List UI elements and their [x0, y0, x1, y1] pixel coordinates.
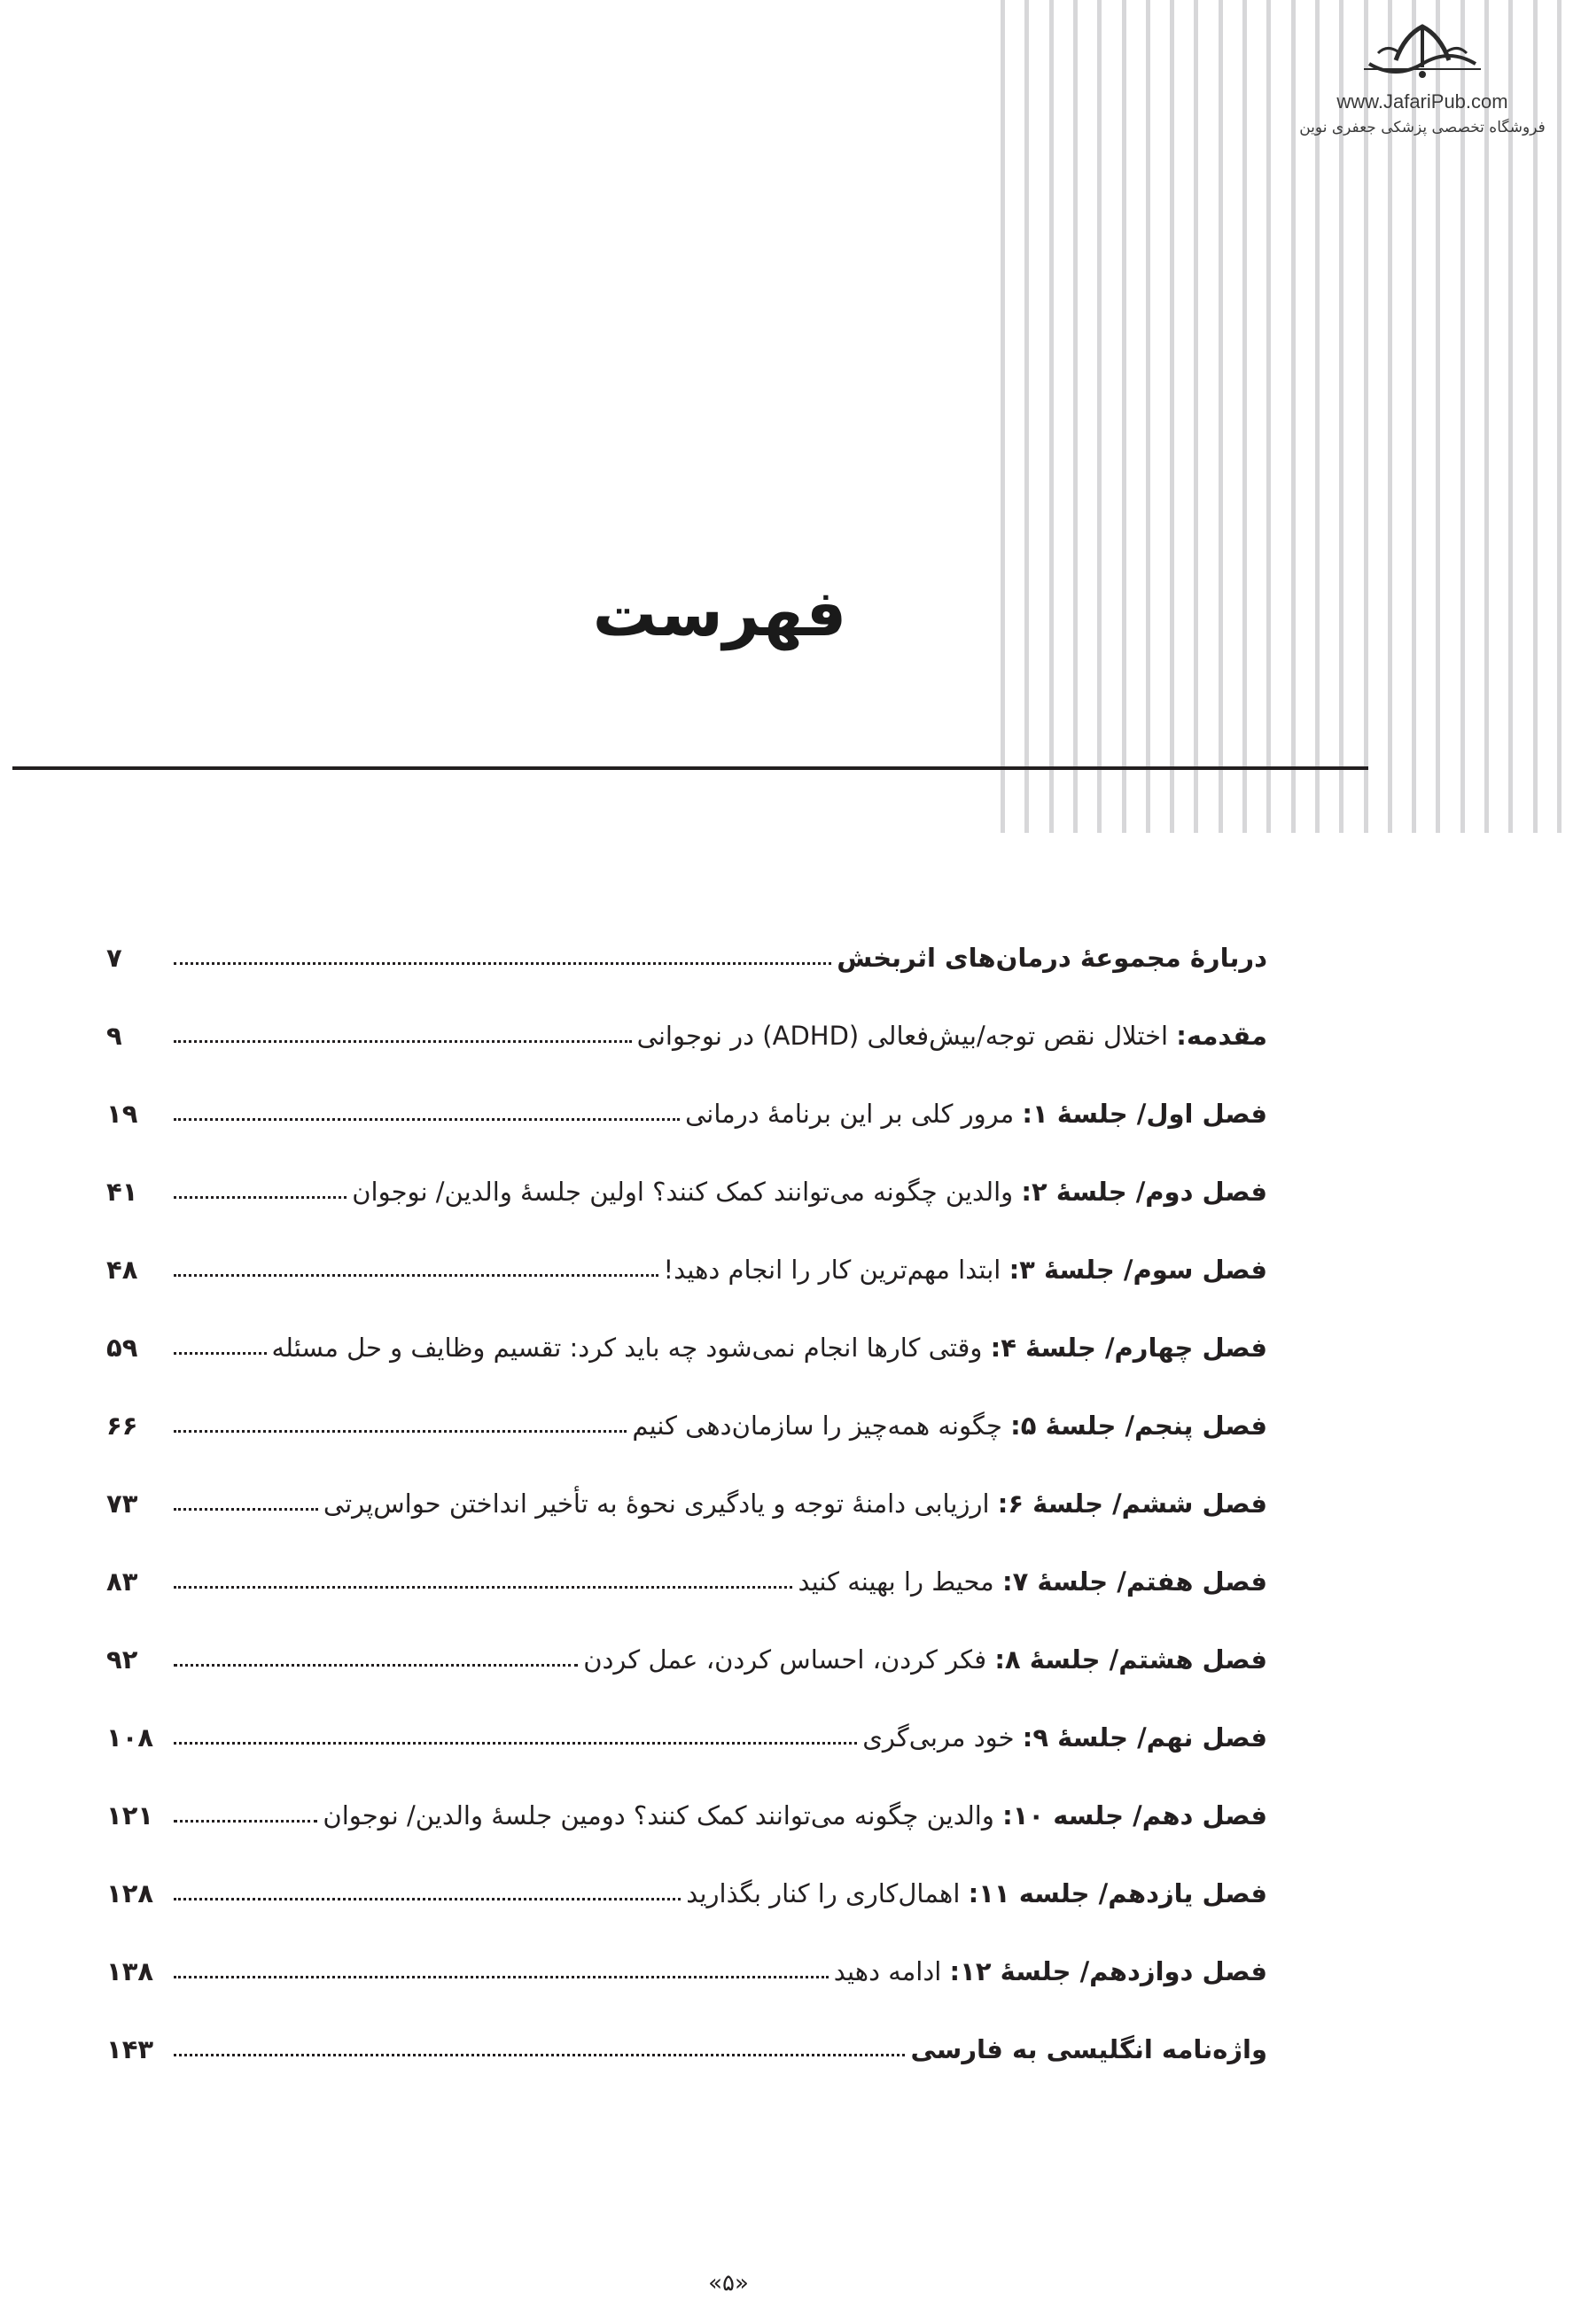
toc-entry-title: چگونه همه‌چیز را سازمان‌دهی کنیم: [632, 1411, 1011, 1441]
toc-entry[interactable]: [106, 1051, 1267, 1129]
stripe-bar: [1024, 0, 1029, 833]
toc-entry-title: مرور کلی بر این برنامۀ درمانی: [685, 1099, 1023, 1129]
toc-entry[interactable]: [106, 1363, 1267, 1441]
stripe-bar: [1170, 0, 1174, 833]
toc-entry-chapter: فصل ششم/ جلسۀ ۶:: [997, 1488, 1267, 1519]
toc-entry-page: ۱۴۳: [106, 2034, 154, 2064]
toc-entry-page: ۸۳: [106, 1566, 138, 1597]
toc-entry-label: [910, 2034, 1267, 2064]
toc-entry-page: ۱۲۸: [106, 1878, 154, 1908]
table-of-contents: [106, 895, 1267, 2064]
toc-entry-label: [686, 1878, 1267, 1908]
page-title: فهرست: [592, 576, 847, 650]
toc-entry-chapter: فصل پنجم/ جلسۀ ۵:: [1010, 1411, 1267, 1441]
stripe-bar: [1266, 0, 1271, 833]
toc-leader-dots: [174, 1898, 681, 1900]
toc-entry-title: فکر کردن، احساس کردن، عمل کردن: [583, 1644, 995, 1675]
toc-entry-chapter: فصل دهم/ جلسه ۱۰:: [1002, 1800, 1267, 1830]
toc-entry[interactable]: [106, 1441, 1267, 1519]
toc-entry[interactable]: [106, 1830, 1267, 1908]
toc-entry[interactable]: [106, 1908, 1267, 1986]
toc-leader-dots: [174, 1742, 857, 1745]
toc-entry-page: ۱۹: [106, 1099, 138, 1129]
toc-entry[interactable]: [106, 1519, 1267, 1597]
toc-leader-dots: [174, 1040, 632, 1043]
page-number: «۵»: [708, 2270, 749, 2297]
logo-url: www.JafariPub.com: [1336, 90, 1508, 113]
toc-leader-dots: [174, 1508, 318, 1511]
toc-entry-chapter: فصل چهارم/ جلسۀ ۴:: [990, 1333, 1267, 1363]
stripe-bar: [1049, 0, 1054, 833]
toc-entry-label: [664, 1255, 1267, 1285]
jafari-logo-icon: [1351, 18, 1493, 89]
toc-entry-page: ۷۳: [106, 1488, 138, 1519]
toc-entry[interactable]: [106, 1207, 1267, 1285]
toc-entry[interactable]: [106, 1129, 1267, 1207]
toc-entry-page: ۴۸: [106, 1255, 138, 1285]
toc-entry[interactable]: [106, 1986, 1267, 2064]
publisher-logo: [1276, 18, 1569, 177]
toc-leader-dots: [174, 1196, 347, 1199]
toc-entry-chapter: مقدمه:: [1176, 1021, 1267, 1051]
toc-leader-dots: [174, 2054, 905, 2056]
toc-leader-dots: [174, 1430, 627, 1433]
toc-entry-page: ۱۳۸: [106, 1956, 154, 1986]
toc-entry-title: خود مربی‌گری: [862, 1722, 1023, 1753]
toc-entry-chapter: دربارۀ مجموعۀ درمان‌های اثربخش: [837, 943, 1267, 973]
toc-entry-page: ۱۲۱: [106, 1800, 154, 1830]
stripe-bar: [1242, 0, 1247, 833]
toc-entry-label: [637, 1021, 1267, 1051]
toc-entry[interactable]: [106, 1675, 1267, 1753]
toc-leader-dots: [174, 962, 831, 965]
toc-entry-chapter: فصل یازدهم/ جلسه ۱۱:: [968, 1878, 1267, 1908]
toc-entry-label: [323, 1488, 1267, 1519]
stripe-bar: [1146, 0, 1150, 833]
toc-entry-label: [272, 1333, 1267, 1363]
toc-leader-dots: [174, 1586, 792, 1589]
toc-entry[interactable]: [106, 1753, 1267, 1830]
toc-entry-chapter: واژه‌نامه انگلیسی به فارسی: [910, 2034, 1267, 2064]
toc-entry-page: ۹۲: [106, 1644, 138, 1675]
toc-entry-title: ادامه دهید: [833, 1956, 950, 1986]
toc-entry-chapter: فصل سوم/ جلسۀ ۳:: [1009, 1255, 1267, 1285]
toc-leader-dots: [174, 1664, 578, 1667]
toc-leader-dots: [174, 1976, 829, 1978]
toc-entry-page: ۱۰۸: [106, 1722, 154, 1753]
toc-entry-title: وقتی کارها انجام نمی‌شود چه باید کرد: تقسیم وظایف و حل مسئله: [271, 1333, 991, 1363]
stripe-bar: [1001, 0, 1005, 833]
toc-entry-chapter: فصل نهم/ جلسۀ ۹:: [1022, 1722, 1267, 1753]
toc-entry-label: [323, 1800, 1267, 1830]
toc-entry-title: ارزیابی دامنۀ توجه و یادگیری نحوۀ به تأخیر انداختن حواس‌پرتی: [323, 1488, 998, 1519]
stripe-bar: [1219, 0, 1223, 833]
toc-entry-title: والدین چگونه می‌توانند کمک کنند؟ اولین جلسۀ والدین/ نوجوان: [352, 1177, 1022, 1207]
toc-leader-dots: [174, 1118, 680, 1121]
toc-entry[interactable]: [106, 1597, 1267, 1675]
toc-entry-label: [862, 1722, 1267, 1753]
toc-entry-page: ۹: [106, 1021, 122, 1051]
toc-entry-page: ۵۹: [106, 1333, 138, 1363]
toc-entry-chapter: فصل اول/ جلسۀ ۱:: [1022, 1099, 1267, 1129]
toc-entry-page: ۷: [106, 943, 122, 973]
stripe-bar: [1073, 0, 1078, 833]
toc-leader-dots: [174, 1352, 267, 1355]
toc-entry-page: ۶۶: [106, 1411, 138, 1441]
toc-leader-dots: [174, 1820, 317, 1823]
stripe-bar: [1194, 0, 1198, 833]
toc-entry-label: [583, 1644, 1267, 1675]
stripe-bar: [1097, 0, 1102, 833]
toc-entry-chapter: فصل دوازدهم/ جلسۀ ۱۲:: [949, 1956, 1267, 1986]
toc-entry-label: [834, 1956, 1267, 1986]
toc-entry[interactable]: [106, 1285, 1267, 1363]
toc-entry-title: اختلال نقص توجه/بیش‌فعالی (ADHD) در نوجوانی: [636, 1021, 1177, 1051]
toc-entry-title: ابتدا مهم‌ترین کار را انجام دهید!: [663, 1255, 1009, 1285]
page-title-wrap: [0, 576, 1581, 650]
toc-leader-dots: [174, 1274, 658, 1277]
toc-entry[interactable]: [106, 973, 1267, 1051]
toc-entry-label: [352, 1177, 1267, 1207]
toc-entry-title: والدین چگونه می‌توانند کمک کنند؟ دومین جلسۀ والدین/ نوجوان: [323, 1800, 1003, 1830]
toc-entry-chapter: فصل هشتم/ جلسۀ ۸:: [994, 1644, 1267, 1675]
toc-entry-page: ۴۱: [106, 1177, 138, 1207]
title-rule: [12, 766, 1368, 770]
stripe-bar: [1122, 0, 1126, 833]
toc-entry-title: اهمال‌کاری را کنار بگذارید: [686, 1878, 969, 1908]
toc-entry-chapter: فصل هفتم/ جلسۀ ۷:: [1001, 1566, 1267, 1597]
toc-entry[interactable]: [106, 895, 1267, 973]
toc-entry-label: [798, 1566, 1267, 1597]
toc-entry-label: [632, 1411, 1267, 1441]
toc-entry-label: [685, 1099, 1267, 1129]
toc-entry-chapter: فصل دوم/ جلسۀ ۲:: [1021, 1177, 1267, 1207]
toc-entry-title: محیط را بهینه کنید: [798, 1566, 1002, 1597]
logo-store-name: فروشگاه تخصصی پزشکی جعفری نوین: [1299, 119, 1546, 136]
toc-entry-label: [837, 943, 1267, 973]
